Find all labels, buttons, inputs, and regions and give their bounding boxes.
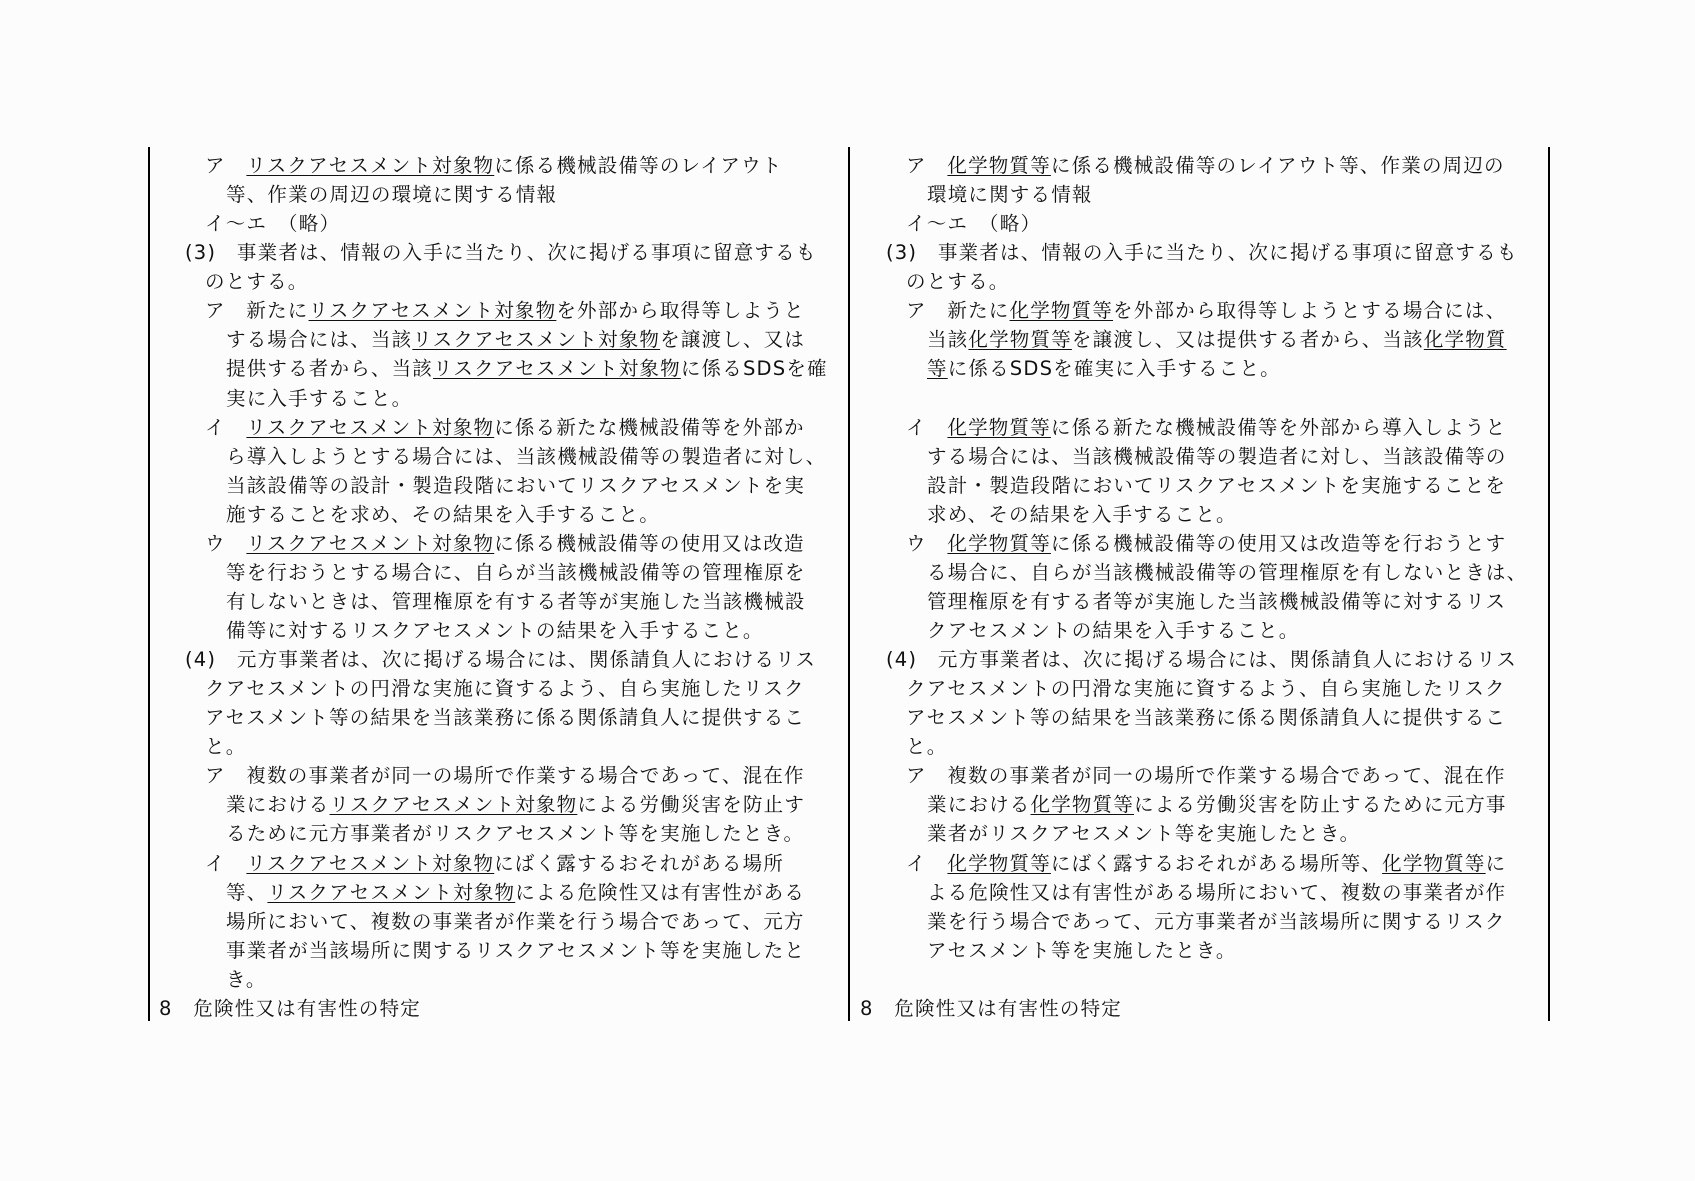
text-segment: ア 複数の事業者が同一の場所で作業する場合であって、混在作: [906, 764, 1506, 788]
text-segment: 8 危険性又は有害性の特定: [860, 996, 1123, 1020]
text-segment: を譲渡し、又は: [660, 328, 806, 352]
text-segment: に係るSDSを確実に入手すること。: [947, 357, 1281, 381]
text-line: [159, 471, 849, 500]
text-segment: クアセスメントの結果を入手すること。: [927, 619, 1300, 642]
text-line: [860, 267, 1550, 296]
text-line: [159, 907, 849, 936]
text-line: [860, 529, 1550, 558]
text-line: [860, 587, 1550, 616]
text-segment: 求め、その結果を入手すること。: [927, 502, 1237, 526]
text-line: [860, 965, 1550, 994]
underlined-term: 化学物質: [1423, 328, 1507, 352]
text-segment: イ: [906, 415, 948, 439]
text-line: [159, 761, 849, 790]
text-line: [159, 151, 849, 180]
text-line: [159, 529, 849, 558]
text-segment: (4) 元方事業者は、次に掲げる場合には、関係請負人におけるリス: [886, 648, 1518, 672]
text-line: [860, 819, 1550, 848]
text-segment: ウ: [205, 531, 247, 555]
text-segment: 業における: [927, 793, 1031, 817]
underlined-term: 化学物質等: [947, 154, 1051, 177]
text-segment: 事業者が当該場所に関するリスクアセスメント等を実施したと: [226, 938, 806, 962]
text-line: [159, 645, 849, 674]
text-segment: する場合には、当該機械設備等の製造者に対し、当該設備等の: [927, 444, 1507, 468]
text-line: [860, 645, 1550, 674]
text-line: [860, 180, 1550, 209]
text-line: [860, 238, 1550, 267]
text-segment: 等、: [226, 880, 268, 904]
underlined-term: リスクアセスメント対象物: [329, 793, 578, 817]
text-line: [159, 616, 849, 645]
text-segment: ウ: [906, 531, 948, 555]
text-segment: 設計・製造段階においてリスクアセスメントを実施することを: [927, 473, 1507, 497]
text-segment: 等を行おうとする場合に、自らが当該機械設備等の管理権原を: [226, 560, 806, 584]
text-line: [159, 180, 849, 209]
right-column-current-text: [860, 151, 1550, 1023]
text-segment: イ～エ （略）: [906, 212, 1042, 236]
text-line: [860, 442, 1550, 471]
text-segment: と。: [906, 735, 948, 759]
text-line: [159, 674, 849, 703]
text-segment: 等、作業の周辺の環境に関する情報: [226, 183, 558, 207]
text-segment: に係る新たな機械設備等を外部から導入しようと: [1050, 415, 1507, 439]
text-line: [860, 471, 1550, 500]
text-segment: 有しないときは、管理権原を有する者等が実施した当該機械設: [226, 589, 806, 613]
text-segment: 場所において、複数の事業者が作業を行う場合であって、元方: [226, 909, 805, 933]
text-segment: に係るSDSを確: [680, 357, 828, 381]
text-segment: 環境に関する情報: [927, 183, 1093, 207]
text-segment: 当該: [927, 328, 969, 352]
text-segment: する場合には、当該: [226, 328, 413, 352]
text-line: [159, 819, 849, 848]
text-segment: のとする。: [205, 270, 309, 294]
underlined-term: 化学物質等: [1382, 851, 1486, 875]
text-segment: (4) 元方事業者は、次に掲げる場合には、関係請負人におけるリス: [185, 648, 817, 672]
text-line: [159, 936, 849, 965]
underlined-term: 化学物質等: [968, 328, 1072, 352]
text-segment: に係る機械設備等の使用又は改造: [494, 531, 805, 555]
text-line: [159, 732, 849, 761]
text-segment: 提供する者から、当該: [226, 357, 434, 381]
underlined-term: 化学物質等: [947, 531, 1051, 555]
text-segment: による労働災害を防止するために元方事: [1134, 793, 1507, 817]
text-segment: 備等に対するリスクアセスメントの結果を入手すること。: [226, 619, 764, 642]
text-segment: 管理権原を有する者等が実施した当該機械設備等に対するリス: [927, 589, 1507, 613]
text-segment: クアセスメントの円滑な実施に資するよう、自ら実施したリスク: [906, 677, 1506, 701]
text-line: [159, 354, 849, 383]
text-segment: (3) 事業者は、情報の入手に当たり、次に掲げる事項に留意するも: [185, 241, 817, 265]
text-segment: を譲渡し、又は提供する者から、当該: [1071, 328, 1424, 352]
text-segment: にばく露するおそれがある場所等、: [1050, 851, 1383, 875]
text-segment: と。: [205, 735, 247, 759]
text-line: [860, 151, 1550, 180]
underlined-term: リスクアセスメント対象物: [412, 328, 661, 352]
text-line: [860, 732, 1550, 761]
text-segment: クアセスメントの円滑な実施に資するよう、自ら実施したリスク: [205, 677, 805, 701]
underlined-term: 化学物質等: [947, 415, 1051, 439]
text-segment: 業を行う場合であって、元方事業者が当該場所に関するリスク: [927, 909, 1506, 933]
text-segment: ら導入しようとする場合には、当該機械設備等の製造者に対し、: [226, 444, 827, 468]
text-segment: き。: [226, 967, 267, 991]
text-segment: ア: [205, 154, 247, 177]
text-segment: よる危険性又は有害性がある場所において、複数の事業者が作: [927, 880, 1507, 904]
text-segment: 当該設備等の設計・製造段階においてリスクアセスメントを実: [226, 473, 806, 497]
text-line: [860, 325, 1550, 354]
text-line: [159, 790, 849, 819]
text-segment: にばく露するおそれがある場所: [494, 851, 785, 875]
text-segment: 業者がリスクアセスメント等を実施したとき。: [927, 822, 1361, 846]
text-line: [860, 761, 1550, 790]
underlined-term: リスクアセスメント対象物: [246, 415, 495, 439]
underlined-term: リスクアセスメント対象物: [246, 531, 495, 555]
text-line: [860, 384, 1550, 413]
text-line: [159, 267, 849, 296]
text-line: [159, 849, 849, 878]
text-line: [159, 558, 849, 587]
text-segment: に係る機械設備等のレイアウト: [494, 154, 783, 177]
text-line: [860, 558, 1550, 587]
text-line: [159, 413, 849, 442]
text-line: [860, 674, 1550, 703]
text-line: [860, 790, 1550, 819]
text-segment: イ: [205, 415, 247, 439]
text-segment: アセスメント等を実施したとき。: [927, 938, 1237, 962]
text-line: [860, 209, 1550, 238]
text-segment: に係る新たな機械設備等を外部か: [494, 415, 805, 439]
text-segment: を外部から取得等しようとする場合には、: [1113, 299, 1507, 323]
text-line: [159, 442, 849, 471]
text-line: [860, 616, 1550, 645]
text-segment: ア: [906, 154, 948, 177]
text-line: [860, 878, 1550, 907]
text-line: [860, 907, 1550, 936]
text-segment: に係る機械設備等のレイアウト等、作業の周辺の: [1050, 154, 1505, 177]
section-heading: [159, 994, 849, 1023]
text-segment: 8 危険性又は有害性の特定: [159, 996, 422, 1020]
underlined-term: リスクアセスメント対象物: [433, 357, 681, 381]
section-heading: [860, 994, 1550, 1023]
text-segment: 施することを求め、その結果を入手すること。: [226, 502, 660, 526]
text-segment: に: [1485, 851, 1507, 875]
text-segment: 実に入手すること。: [226, 386, 413, 410]
underlined-term: 化学物質等: [947, 851, 1051, 875]
text-segment: イ: [205, 851, 247, 875]
text-line: [159, 238, 849, 267]
underlined-term: リスクアセスメント対象物: [246, 154, 495, 177]
text-segment: ア 新たに: [205, 299, 309, 323]
underlined-term: 化学物質等: [1009, 299, 1114, 323]
text-line: [860, 413, 1550, 442]
text-line: [159, 325, 849, 354]
text-line: [159, 209, 849, 238]
underlined-term: 化学物質等: [1030, 793, 1135, 817]
text-segment: アセスメント等の結果を当該業務に係る関係請負人に提供するこ: [906, 706, 1507, 730]
text-line: [860, 703, 1550, 732]
text-line: [860, 500, 1550, 529]
underlined-term: リスクアセスメント対象物: [308, 299, 557, 323]
text-segment: アセスメント等の結果を当該業務に係る関係請負人に提供するこ: [205, 706, 806, 730]
text-segment: るために元方事業者がリスクアセスメント等を実施したとき。: [226, 822, 805, 846]
text-segment: る場合に、自らが当該機械設備等の管理権原を有しないときは、: [927, 560, 1528, 584]
text-segment: による労働災害を防止す: [577, 793, 806, 817]
text-line: [159, 384, 849, 413]
text-line: [860, 354, 1550, 383]
text-line: [860, 936, 1550, 965]
text-segment: イ: [906, 851, 948, 875]
text-segment: (3) 事業者は、情報の入手に当たり、次に掲げる事項に留意するも: [886, 241, 1518, 265]
text-segment: に係る機械設備等の使用又は改造等を行おうとす: [1050, 531, 1507, 555]
text-segment: による危険性又は有害性がある: [515, 880, 806, 904]
text-line: [159, 878, 849, 907]
text-segment: 業における: [226, 793, 330, 817]
underlined-term: 等: [927, 357, 948, 381]
text-line: [860, 296, 1550, 325]
text-segment: ア 複数の事業者が同一の場所で作業する場合であって、混在作: [205, 764, 805, 788]
text-line: [860, 849, 1550, 878]
text-line: [159, 965, 849, 994]
text-segment: のとする。: [906, 270, 1010, 294]
text-line: [159, 703, 849, 732]
text-line: [159, 587, 849, 616]
text-line: [159, 500, 849, 529]
underlined-term: リスクアセスメント対象物: [267, 880, 516, 904]
underlined-term: リスクアセスメント対象物: [246, 851, 495, 875]
text-line: [159, 296, 849, 325]
text-segment: ア 新たに: [906, 299, 1010, 323]
text-segment: イ～エ （略）: [205, 212, 341, 236]
left-column-revised-text: [159, 151, 849, 1023]
text-segment: を外部から取得等しようと: [556, 299, 805, 323]
